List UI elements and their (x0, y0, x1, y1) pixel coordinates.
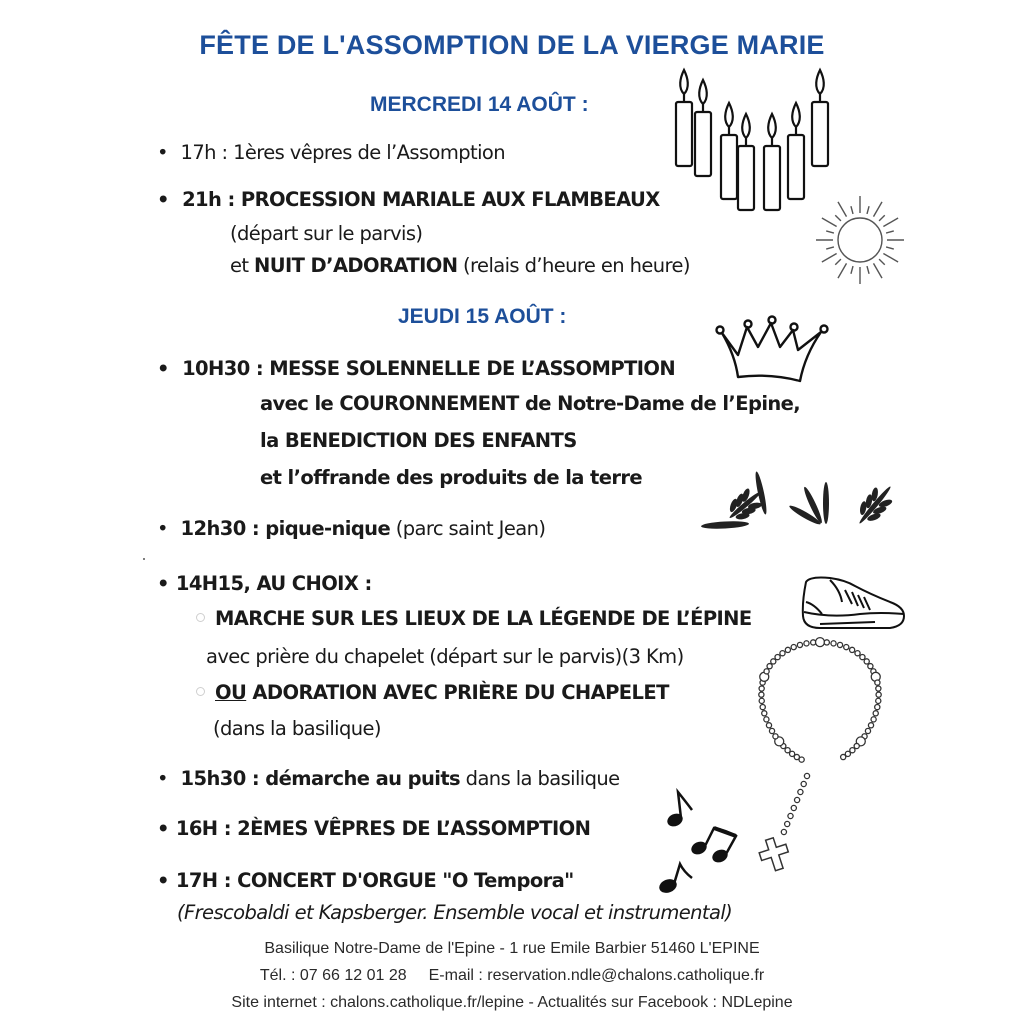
sneaker-icon (800, 572, 910, 632)
sun-ray (851, 266, 853, 274)
page-title: FÊTE DE L'ASSOMPTION DE LA VIERGE MARIE (199, 30, 825, 60)
rosary-bead (816, 638, 825, 647)
mass-item (157, 357, 675, 380)
rosary-bead (837, 642, 842, 647)
option2-or: OU (215, 681, 247, 704)
sun-ray (879, 259, 885, 265)
rosary-bead (762, 711, 767, 716)
sun-ray (886, 231, 894, 233)
concert-detail: (Frescobaldi et Kapsberger. Ensemble vocal et instrumental) (177, 901, 733, 924)
stray-dot (143, 558, 145, 560)
rosary-bead (769, 728, 774, 733)
rosary-bead (824, 640, 829, 645)
sun-ray (838, 202, 847, 217)
sun-ray (822, 254, 837, 263)
option1-detail: avec prière du chapelet (départ sur le parvis)(3 Km) (206, 645, 684, 668)
well-title: 15h30 : démarche au puits (180, 767, 461, 790)
mass-time: 10H30 : (182, 357, 270, 380)
day2-heading: JEUDI 15 AOÛT : (398, 305, 567, 328)
sun-ray (822, 218, 837, 227)
choice-heading: • 14H15, AU CHOIX : (157, 572, 372, 595)
sun-ray (883, 254, 898, 263)
rosary-bead (785, 821, 790, 826)
rosary-bead (864, 659, 869, 664)
adoration-title: NUIT D’ADORATION (254, 254, 458, 277)
rosary-bead (873, 711, 878, 716)
rosary-bead (773, 734, 778, 739)
sun-ray (874, 202, 883, 217)
crown-icon (710, 315, 835, 385)
option2-detail: (dans la basilique) (213, 717, 381, 740)
rosary-bead (785, 647, 790, 652)
rosary-bead (841, 754, 846, 759)
rosary-bead (767, 664, 772, 669)
well-place: dans la basilique (460, 767, 620, 790)
option2-title: ADORATION AVEC PRIÈRE DU CHAPELET (246, 681, 669, 704)
sun-icon (815, 195, 905, 285)
rosary-bead (801, 781, 806, 786)
procession-time: 21h : (182, 188, 241, 211)
wheat-icon (700, 465, 900, 535)
rosary-bead (797, 642, 802, 647)
sun-ray (835, 259, 841, 265)
rosary-bead (868, 723, 873, 728)
rosary-bead (780, 651, 785, 656)
rosary-bead (785, 748, 790, 753)
picnic-place: (parc saint Jean) (390, 517, 546, 540)
rosary-bead (831, 641, 836, 646)
sun-ray (826, 247, 834, 249)
rosary-bead (876, 686, 881, 691)
rosary-bead (850, 647, 855, 652)
footer-web: Site internet : chalons.catholique.fr/lepine - Actualités sur Facebook : NDLepine (231, 994, 793, 1011)
sun-ray (883, 218, 898, 227)
rosary-bead (788, 813, 793, 818)
rosary-bead (766, 723, 771, 728)
rosary-bead (775, 654, 780, 659)
mass-line-2: la BENEDICTION DES ENFANTS (260, 429, 577, 452)
rosary-bead (804, 641, 809, 646)
rosary-bead (795, 797, 800, 802)
sun-ray (874, 263, 883, 278)
rosary-bead (764, 669, 769, 674)
vespers2-item: • 16H : 2ÈMES VÊPRES DE L’ASSOMPTION (157, 817, 590, 840)
sun-ray (867, 266, 869, 274)
option1-title: MARCHE SUR LES LIEUX DE LA LÉGENDE DE L’ÉPINE (215, 607, 752, 630)
rosary-bead (771, 659, 776, 664)
option1-item (196, 607, 752, 630)
mass-line-1: avec le COURONNEMENT de Notre-Dame de l’Epine, (260, 392, 801, 415)
rosary-icon (745, 648, 875, 878)
sun-ray (879, 215, 885, 221)
mass-title: MESSE SOLENNELLE DE L’ASSOMPTION (269, 357, 676, 380)
rosary-bead (860, 654, 865, 659)
rosary-bead (871, 717, 876, 722)
sun-ray (851, 206, 853, 214)
rosary-bead (798, 789, 803, 794)
rosary-bead (865, 728, 870, 733)
rosary-bead (844, 645, 849, 650)
day1-heading: MERCREDI 14 AOÛT : (370, 93, 589, 116)
sun-ray (867, 206, 869, 214)
picnic-title: 12h30 : pique-nique (180, 517, 391, 540)
footer-contact (0, 967, 1024, 985)
rosary-bead (790, 751, 795, 756)
picnic-item (157, 517, 545, 540)
sun-ray (826, 231, 834, 233)
rosary-bead (855, 651, 860, 656)
procession-item (157, 188, 660, 211)
procession-detail: (départ sur le parvis) (230, 222, 423, 245)
rosary-bead (759, 686, 764, 691)
footer-phone: Tél. : 07 66 12 01 28 (259, 967, 407, 984)
rosary-bead (764, 717, 769, 722)
candles-icon (660, 60, 840, 220)
rosary-bead (875, 705, 880, 710)
vespers1-item (157, 141, 505, 164)
circle-bullet-icon (196, 687, 205, 696)
rosary-bead (791, 805, 796, 810)
footer-email: E-mail : reservation.ndle@chalons.catholique.fr (428, 967, 765, 984)
rosary-bead (850, 748, 855, 753)
adoration-prefix: et (230, 254, 255, 277)
footer-address: Basilique Notre-Dame de l'Epine - 1 rue Emile Barbier 51460 L'EPINE (264, 940, 760, 957)
circle-bullet-icon (196, 613, 205, 622)
sun-ray (835, 215, 841, 221)
rosary-bead (804, 773, 809, 778)
rosary-bead (875, 680, 880, 685)
adoration-night (230, 254, 690, 277)
rosary-bead (876, 692, 881, 697)
rosary-bead (854, 743, 859, 748)
sun-ray (838, 263, 847, 278)
rosary-bead (876, 698, 881, 703)
sun-ray (886, 247, 894, 249)
rosary-bead (759, 692, 764, 697)
rosary-bead (781, 829, 786, 834)
option2-item (196, 681, 669, 704)
procession-title: PROCESSION MARIALE AUX FLAMBEAUX (240, 188, 660, 211)
rosary-bead (760, 705, 765, 710)
rosary-bead (791, 645, 796, 650)
rosary-bead (759, 698, 764, 703)
rosary-bead (868, 664, 873, 669)
vespers1-time: 17h : (180, 141, 234, 164)
mass-line-3: et l’offrande des produits de la terre (260, 466, 643, 489)
adoration-suffix: (relais d’heure en heure) (457, 254, 690, 277)
vespers1-text: 1ères vêpres de l’Assomption (233, 141, 505, 164)
concert-item: • 17H : CONCERT D'ORGUE "O Tempora" (157, 869, 574, 892)
well-item (157, 767, 620, 790)
music-notes-icon (650, 790, 750, 890)
